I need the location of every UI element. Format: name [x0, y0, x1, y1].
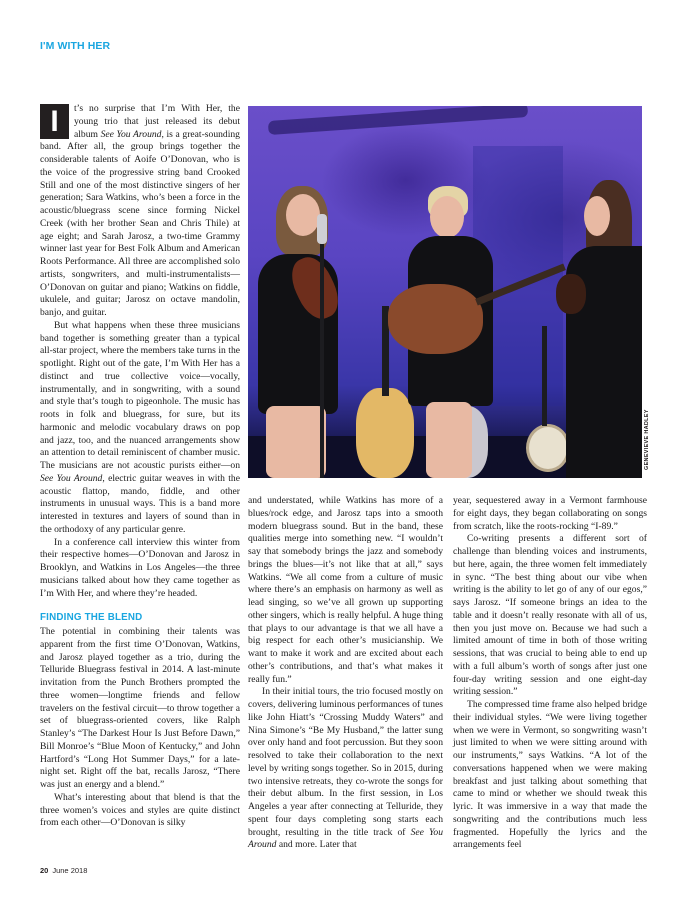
paragraph: The potential in combining their talents was apparent from the first time O’Donovan, Watkins, and Jarosz played together as a trio, during the Telluride Bluegrass festival in 2014. A last-minute invitation from the Punch Brothers prompted the three women—longtime friends and fellow travelers on the festival circuit—to throw together a set of bluegrass-oriented covers, like Ralph Stanley’s “The Darkest Hour Is Just Before Dawn,” Bill Monroe’s “Blue Moon of Kentucky,” and John Hartford’s “Long Hot Summer Days,” for a late-night set. Right off the bat, recalls Jarosz, “There was just an energy and a blend.”	[40, 626, 240, 790]
mandolin	[556, 274, 586, 314]
performer-center-legs	[426, 402, 472, 478]
acoustic-guitar	[356, 388, 414, 478]
page-number: 20	[40, 866, 49, 875]
issue-date: June 2018	[52, 866, 88, 875]
paragraph: year, sequestered away in a Vermont farmhouse for eight days, they began collaborating on songs from scratch, like the roots-rocking “I-89.”	[453, 495, 647, 532]
microphone	[317, 214, 327, 244]
paragraph: In a conference call interview this winter from their respective homes—O’Donovan and Jarosz in Brooklyn, and Watkins in Los Angeles—the three musicians talked about how they came together as I’m With Her, and where they’re headed.	[40, 536, 240, 599]
section-label: I'M WITH HER	[40, 40, 111, 52]
banjo	[526, 424, 570, 472]
banjo-neck	[542, 326, 547, 426]
paragraph: I t’s no surprise that I’m With Her, the young trio that just released its debut album See You Around, is a great-sounding band. After all, the group brings together the considerable talents of Aoife O’Donovan, who is the voice of the progressive string band Crooked Still and one of the most distinctive singers of her generation; Sara Watkins, who’s been a force in the acoustic/bluegrass scene since forming Nickel Creek (with her brother Sean and Chris Thile) at age eight; and Sarah Jarosz, a two-time Grammy winner last year for Best Folk Album and American Roots Performance. All three are accomplished solo artists, songwriters, and multi-instrumentalists—O’Donovan on guitar and piano; Watkins on fiddle, ukulele, and guitar; Jarosz on octave mandolin, banjo, and guitar.	[40, 103, 240, 318]
microphone-stand	[320, 216, 324, 478]
paragraph: Co-writing presents a different sort of challenge than blending voices and instruments, but here, again, the three women felt immediately in sync. “The best thing about our vibe when writing is the ability to let go of any of our egos,” says Jarosz. “If someone brings an idea to the table and it doesn’t really resonate with all of us, then you just move on. Because we had such a limited amount of time in both of those writing sessions, that was crucial to being able to end up with a full album’s worth of songs after just one four-day writing session and one eight-day writing session.”	[453, 533, 647, 698]
paragraph: The compressed time frame also helped bridge their individual styles. “We were living together when we were in Vermont, so songwriting wasn’t just limited to when we were sitting around with our instruments,” says Watkins. “A lot of the conversations happened when we were making breakfast and just talking about something that came to mind or whether we should tweak this lyric. It was immersive in a way that made the songwriting and the contributions much less fragmented. Hopefully the lyrics and the arrangements feel	[453, 699, 647, 851]
photo-credit: GENEVIEVE HADLEY	[644, 409, 650, 470]
article-column-3	[453, 495, 647, 852]
drop-cap: I	[40, 104, 69, 139]
band-photo	[248, 106, 642, 478]
performer-left-legs	[266, 406, 326, 478]
paragraph: But what happens when these three musicians band together is something greater than a typical all-star project, where the members take turns in the spotlight. Right out of the gate, I’m With Her has a distinct and true collective voice—vocally, instrumentally, and in songwriting, with a sound and style that’s tough to pigeonhole. The music has roots in folk and bluegrass, for sure, but its harmonic and melodic vocabulary draws on pop and jazz, too, and the nuanced arrangements show an attention to detail reminiscent of chamber music. The musicians are not acoustic purists either—on See You Around, electric guitar weaves in with the acoustic flattop, mando, fiddle, and other instruments in unusual ways. This is a band more interested in textures and layers of sound than in the orthodoxy of any particular genre.	[40, 319, 240, 535]
paragraph: What’s interesting about that blend is that the three women’s voices and styles are quite distinct from each other—O’Donovan is silky	[40, 791, 240, 829]
article-column-1	[40, 103, 240, 830]
performer-center-face	[430, 196, 464, 238]
page-footer	[40, 866, 87, 875]
article-column-2	[248, 495, 443, 852]
backdrop-shadow	[268, 106, 528, 135]
paragraph: In their initial tours, the trio focused mostly on covers, delivering luminous performances of tunes like John Hiatt’s “Crossing Muddy Waters” and Nina Simone’s “Be My Husband,” the latter sung over only hand and foot percussion. But they soon resolved to take their collaboration to the next level by writing songs together. So in 2015, during two intensive retreats, they co-wrote the songs for their debut album. In the first session, in Los Angeles a year after connecting at Telluride, they spent four days completing song starts each brought, resulting in the title track of See You Around and more. Later that	[248, 686, 444, 851]
paragraph: and understated, while Watkins has more of a blues/rock edge, and Jarosz taps into a smooth modern bluegrass sound. But in the band, these qualities merge into something new. “I wouldn’t say that somebody brings the jazz and somebody brings the blues—it’s not like that at all,” says Watkins. “We all come from a culture of music where there’s an emphasis on harmony as well as lead singing, so we’ve all grown up supporting other singers, which is really helpful. A huge thing that plays to our advantage is that we all have a big respect for each other’s musicianship. We want to make it work and are excited about each other’s contributions, and that’s what makes it really fun.”	[248, 495, 443, 685]
acoustic-guitar-played	[388, 284, 483, 354]
subhead: FINDING THE BLEND	[40, 612, 143, 624]
performer-right-face	[584, 196, 610, 236]
performer-left-face	[286, 194, 320, 236]
